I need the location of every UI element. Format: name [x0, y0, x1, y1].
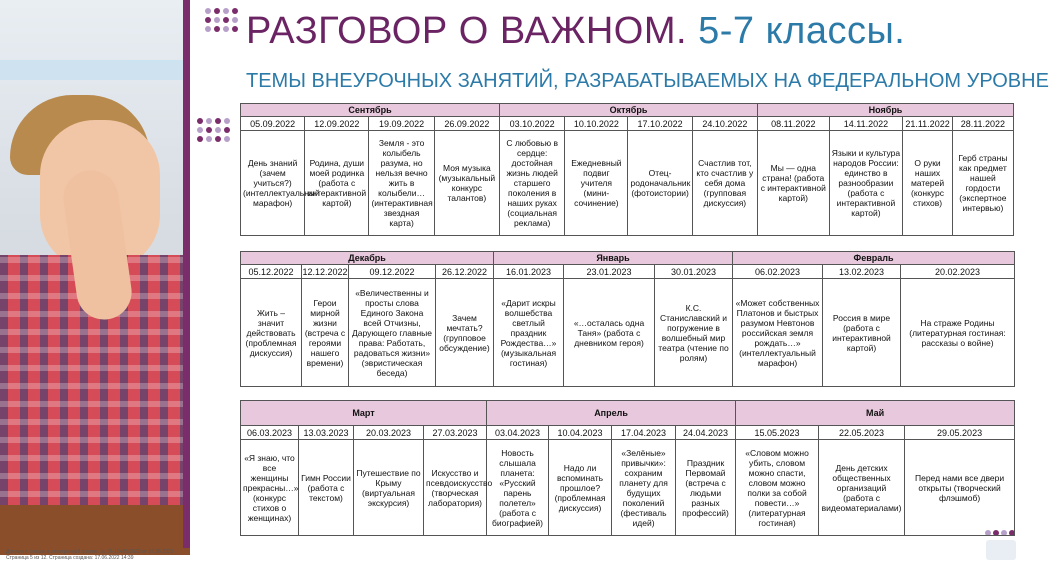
lesson-date: 19.09.2022 [369, 117, 434, 131]
decor-dots-mid [197, 118, 230, 142]
month-header: Январь [494, 252, 733, 265]
page-title [246, 10, 905, 53]
lesson-date: 26.09.2022 [434, 117, 499, 131]
lesson-topic: Жить – значит действовать (проблемная дискуссия) [241, 279, 302, 387]
lesson-date: 03.10.2022 [500, 117, 565, 131]
lesson-topic: Языки и культура народов России: единство в разнообразии (работа с интерактивной картой) [829, 131, 903, 236]
lesson-date: 17.04.2023 [612, 426, 676, 440]
document-footer [6, 549, 173, 561]
lesson-date: 12.09.2022 [305, 117, 369, 131]
lesson-topic: Праздник Первомай (встреча с людьми разных профессий) [676, 440, 736, 536]
lesson-date: 03.04.2023 [487, 426, 549, 440]
lesson-date: 24.10.2022 [692, 117, 757, 131]
lesson-topic: К.С. Станиславский и погружение в волшебный мир театра (чтение по ролям) [655, 279, 733, 387]
lesson-date: 30.01.2023 [655, 265, 733, 279]
lesson-date: 29.05.2023 [905, 426, 1015, 440]
lesson-topic: Моя музыка (музыкальный конкурс талантов) [434, 131, 499, 236]
lesson-topic: Мы — одна страна! (работа с интерактивной картой) [757, 131, 829, 236]
lesson-date: 05.12.2022 [241, 265, 302, 279]
lesson-date: 16.01.2023 [494, 265, 564, 279]
lesson-topic: Родина, души моей родинка (работа с интерактивной картой) [305, 131, 369, 236]
lesson-topic: День детских общественных организаций (работа с видеоматериалами) [819, 440, 905, 536]
lesson-topic: Герб страны как предмет нашей гордости (экспертное интервью) [952, 131, 1013, 236]
lesson-date: 06.02.2023 [733, 265, 823, 279]
month-header: Апрель [487, 401, 736, 426]
lesson-topic: «Величественны и просты слова Единого Закона всей Отчизны, Дарующего главные права: Работать, радоваться жизни» (эвристическая беседа) [349, 279, 436, 387]
lesson-date: 09.12.2022 [349, 265, 436, 279]
lesson-date: 06.03.2023 [241, 426, 299, 440]
lesson-date: 13.03.2023 [299, 426, 354, 440]
lesson-date: 10.04.2023 [549, 426, 612, 440]
lesson-topic: Перед нами все двери открыты (творческий флэшмоб) [905, 440, 1015, 536]
logo-icon [986, 540, 1016, 560]
lesson-date: 08.11.2022 [757, 117, 829, 131]
lesson-topic: День знаний (зачем учиться?) (интеллектуальный марафон) [241, 131, 305, 236]
lesson-date: 10.10.2022 [565, 117, 628, 131]
lesson-date: 13.02.2023 [823, 265, 901, 279]
lesson-topic: «Я знаю, что все женщины прекрасны…» (конкурс стихов о женщинах) [241, 440, 299, 536]
footer-line: Документ создан в электронной форме. № 06-16485/2022 от 17.06.2022 [6, 549, 174, 555]
lesson-date: 20.03.2023 [354, 426, 424, 440]
lesson-date: 24.04.2023 [676, 426, 736, 440]
lesson-topic: Ежедневный подвиг учителя (мини-сочинение) [565, 131, 628, 236]
lesson-topic: О руки наших матерей (конкурс стихов) [903, 131, 952, 236]
lesson-date: 21.11.2022 [903, 117, 952, 131]
footer-line: Страница 5 из 12. Страница создана: 17.06.2022 14:39 [6, 555, 134, 561]
lesson-topic: Гимн России (работа с текстом) [299, 440, 354, 536]
page-subtitle: ТЕМЫ ВНЕУРОЧНЫХ ЗАНЯТИЙ, РАЗРАБАТЫВАЕМЫХ НА ФЕДЕРАЛЬНОМ УРОВНЕ [246, 70, 1049, 92]
month-header: Февраль [733, 252, 1015, 265]
lesson-topic: «Может собственных Платонов и быстрых разумом Невтонов российская земля рождать…» (интеллектуальный марафон) [733, 279, 823, 387]
month-header: Октябрь [500, 104, 758, 117]
lesson-topic: С любовью в сердце: достойная жизнь людей старшего поколения в наших руках (социальная реклама) [500, 131, 565, 236]
lesson-date: 05.09.2022 [241, 117, 305, 131]
title-grades: 5-7 классы. [698, 10, 906, 52]
lesson-topic: Надо ли вспоминать прошлое? (проблемная дискуссия) [549, 440, 612, 536]
schedule-table-winter [240, 251, 1015, 387]
lesson-date: 23.01.2023 [564, 265, 655, 279]
lesson-date: 28.11.2022 [952, 117, 1013, 131]
lesson-date: 15.05.2023 [736, 426, 819, 440]
lesson-topic: Земля - это колыбель разума, но нельзя вечно жить в колыбели… (интерактивная звездная карта) [369, 131, 434, 236]
month-header: Ноябрь [757, 104, 1013, 117]
lesson-topic: Герои мирной жизни (встреча с героями нашего времени) [302, 279, 349, 387]
lesson-date: 22.05.2023 [819, 426, 905, 440]
title-main: РАЗГОВОР О ВАЖНОМ. [246, 10, 688, 52]
decor-dots-top [205, 8, 238, 32]
lesson-topic: Счастлив тот, кто счастлив у себя дома (групповая дискуссия) [692, 131, 757, 236]
lesson-topic: Россия в мире (работа с интерактивной картой) [823, 279, 901, 387]
lesson-topic: «Зелёные» привычки»: сохраним планету для будущих поколений (фестиваль идей) [612, 440, 676, 536]
lesson-date: 26.12.2022 [436, 265, 494, 279]
lesson-date: 14.11.2022 [829, 117, 903, 131]
month-header: Май [736, 401, 1015, 426]
lesson-topic: Путешествие по Крыму (виртуальная экскурсия) [354, 440, 424, 536]
accent-bar [183, 0, 190, 548]
lesson-topic: «Дарит искры волшебства светлый праздник Рождества…» (музыкальная гостиная) [494, 279, 564, 387]
schedule-table-spring [240, 400, 1015, 536]
lesson-topic: Искусство и псевдоискусство (творческая лаборатория) [424, 440, 487, 536]
month-header: Декабрь [241, 252, 494, 265]
schedule-table-autumn [240, 103, 1014, 236]
lesson-date: 12.12.2022 [302, 266, 348, 277]
lesson-topic: «…осталась одна Таня» (работа с дневником героя) [564, 279, 655, 387]
month-header: Март [241, 401, 487, 426]
lesson-topic: «Словом можно убить, словом можно спасти, словом можно полки за собой повести…» (литературная гостиная) [736, 440, 819, 536]
lesson-date: 27.03.2023 [424, 426, 487, 440]
lesson-topic: Новость слышала планета: «Русский парень полетел» (работа с биографией) [487, 440, 549, 536]
lesson-date: 17.10.2022 [628, 117, 692, 131]
lesson-topic: Отец-родоначальник (фотоистории) [628, 131, 692, 236]
student-photo [0, 0, 190, 548]
lesson-topic: На страже Родины (литературная гостиная: рассказы о войне) [901, 279, 1015, 387]
month-header: Сентябрь [241, 104, 500, 117]
lesson-date: 20.02.2023 [901, 265, 1015, 279]
lesson-topic: Зачем мечтать? (групповое обсуждение) [436, 279, 494, 387]
